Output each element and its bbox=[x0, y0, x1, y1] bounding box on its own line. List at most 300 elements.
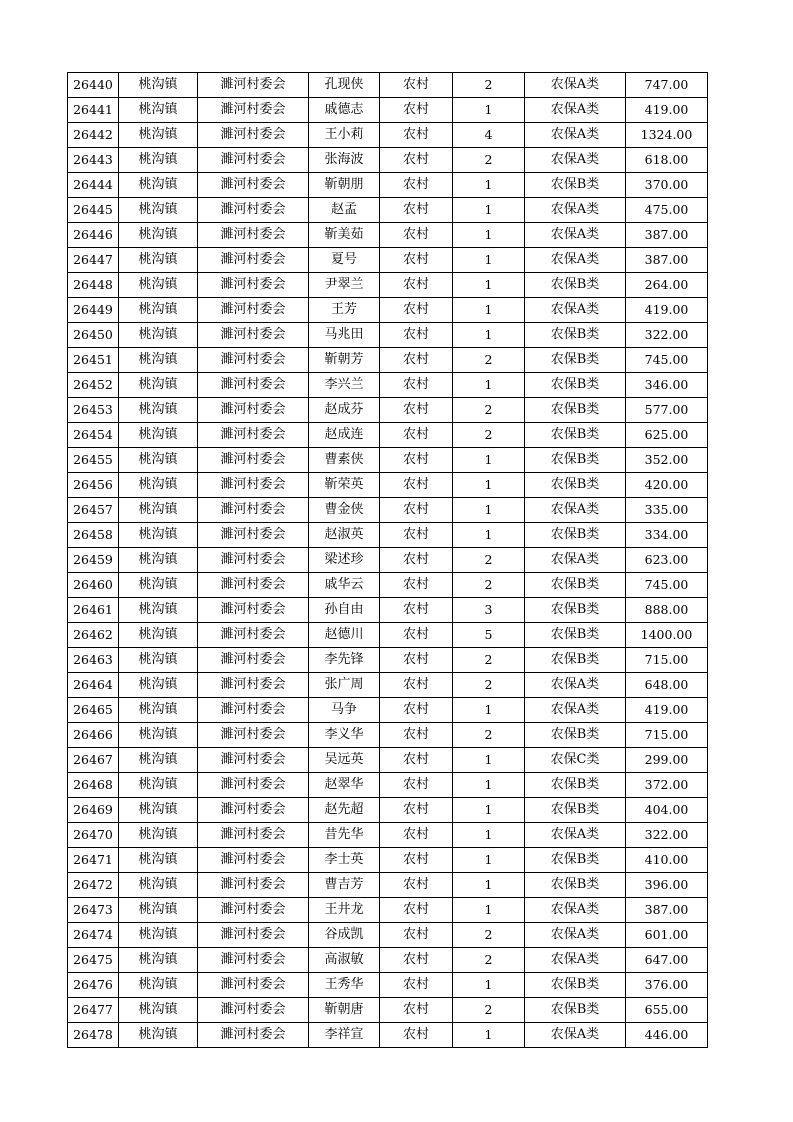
record-id-cell: 26450 bbox=[68, 323, 119, 348]
record-id-cell: 26449 bbox=[68, 298, 119, 323]
table-row bbox=[68, 498, 708, 523]
record-id-cell: 26460 bbox=[68, 573, 119, 598]
area-type-cell: 农村 bbox=[380, 898, 453, 923]
table-row bbox=[68, 473, 708, 498]
area-type-cell: 农村 bbox=[380, 623, 453, 648]
town-cell: 桃沟镇 bbox=[119, 698, 198, 723]
town-cell: 桃沟镇 bbox=[119, 548, 198, 573]
town-cell: 桃沟镇 bbox=[119, 298, 198, 323]
village-committee-cell: 濉河村委会 bbox=[198, 523, 309, 548]
household-size-cell: 1 bbox=[453, 98, 525, 123]
household-size-cell: 1 bbox=[453, 698, 525, 723]
record-id-cell: 26441 bbox=[68, 98, 119, 123]
town-cell: 桃沟镇 bbox=[119, 948, 198, 973]
name-cell: 梁述珍 bbox=[309, 548, 380, 573]
area-type-cell: 农村 bbox=[380, 698, 453, 723]
amount-cell: 715.00 bbox=[626, 648, 708, 673]
town-cell: 桃沟镇 bbox=[119, 73, 198, 98]
record-id-cell: 26468 bbox=[68, 773, 119, 798]
town-cell: 桃沟镇 bbox=[119, 223, 198, 248]
name-cell: 王井龙 bbox=[309, 898, 380, 923]
household-size-cell: 2 bbox=[453, 398, 525, 423]
table-row bbox=[68, 998, 708, 1023]
area-type-cell: 农村 bbox=[380, 73, 453, 98]
record-id-cell: 26443 bbox=[68, 148, 119, 173]
table-row bbox=[68, 898, 708, 923]
town-cell: 桃沟镇 bbox=[119, 423, 198, 448]
amount-cell: 387.00 bbox=[626, 248, 708, 273]
category-cell: 农保B类 bbox=[525, 573, 626, 598]
record-id-cell: 26461 bbox=[68, 598, 119, 623]
category-cell: 农保C类 bbox=[525, 748, 626, 773]
household-size-cell: 1 bbox=[453, 773, 525, 798]
table-row bbox=[68, 523, 708, 548]
area-type-cell: 农村 bbox=[380, 98, 453, 123]
name-cell: 赵翠华 bbox=[309, 773, 380, 798]
household-size-cell: 2 bbox=[453, 923, 525, 948]
household-size-cell: 1 bbox=[453, 823, 525, 848]
amount-cell: 1324.00 bbox=[626, 123, 708, 148]
record-id-cell: 26471 bbox=[68, 848, 119, 873]
name-cell: 张广周 bbox=[309, 673, 380, 698]
area-type-cell: 农村 bbox=[380, 498, 453, 523]
household-size-cell: 2 bbox=[453, 648, 525, 673]
area-type-cell: 农村 bbox=[380, 823, 453, 848]
table-row bbox=[68, 873, 708, 898]
amount-cell: 577.00 bbox=[626, 398, 708, 423]
category-cell: 农保B类 bbox=[525, 373, 626, 398]
village-committee-cell: 濉河村委会 bbox=[198, 723, 309, 748]
table-row bbox=[68, 698, 708, 723]
town-cell: 桃沟镇 bbox=[119, 873, 198, 898]
area-type-cell: 农村 bbox=[380, 123, 453, 148]
area-type-cell: 农村 bbox=[380, 748, 453, 773]
area-type-cell: 农村 bbox=[380, 548, 453, 573]
record-id-cell: 26473 bbox=[68, 898, 119, 923]
record-id-cell: 26478 bbox=[68, 1023, 119, 1048]
area-type-cell: 农村 bbox=[380, 298, 453, 323]
amount-cell: 625.00 bbox=[626, 423, 708, 448]
amount-cell: 346.00 bbox=[626, 373, 708, 398]
town-cell: 桃沟镇 bbox=[119, 348, 198, 373]
category-cell: 农保A类 bbox=[525, 223, 626, 248]
table-row bbox=[68, 398, 708, 423]
town-cell: 桃沟镇 bbox=[119, 723, 198, 748]
household-size-cell: 1 bbox=[453, 973, 525, 998]
table-row bbox=[68, 148, 708, 173]
village-committee-cell: 濉河村委会 bbox=[198, 198, 309, 223]
area-type-cell: 农村 bbox=[380, 1023, 453, 1048]
amount-cell: 419.00 bbox=[626, 298, 708, 323]
amount-cell: 372.00 bbox=[626, 773, 708, 798]
category-cell: 农保B类 bbox=[525, 523, 626, 548]
record-id-cell: 26448 bbox=[68, 273, 119, 298]
table-row bbox=[68, 673, 708, 698]
town-cell: 桃沟镇 bbox=[119, 998, 198, 1023]
record-id-cell: 26454 bbox=[68, 423, 119, 448]
name-cell: 王小莉 bbox=[309, 123, 380, 148]
category-cell: 农保B类 bbox=[525, 873, 626, 898]
household-size-cell: 2 bbox=[453, 948, 525, 973]
household-size-cell: 1 bbox=[453, 198, 525, 223]
area-type-cell: 农村 bbox=[380, 223, 453, 248]
village-committee-cell: 濉河村委会 bbox=[198, 473, 309, 498]
area-type-cell: 农村 bbox=[380, 873, 453, 898]
category-cell: 农保B类 bbox=[525, 598, 626, 623]
name-cell: 谷成凯 bbox=[309, 923, 380, 948]
town-cell: 桃沟镇 bbox=[119, 498, 198, 523]
record-id-cell: 26456 bbox=[68, 473, 119, 498]
area-type-cell: 农村 bbox=[380, 373, 453, 398]
household-size-cell: 3 bbox=[453, 598, 525, 623]
amount-cell: 601.00 bbox=[626, 923, 708, 948]
category-cell: 农保B类 bbox=[525, 623, 626, 648]
category-cell: 农保A类 bbox=[525, 123, 626, 148]
category-cell: 农保A类 bbox=[525, 673, 626, 698]
record-id-cell: 26452 bbox=[68, 373, 119, 398]
table-row bbox=[68, 73, 708, 98]
area-type-cell: 农村 bbox=[380, 998, 453, 1023]
area-type-cell: 农村 bbox=[380, 423, 453, 448]
village-committee-cell: 濉河村委会 bbox=[198, 673, 309, 698]
town-cell: 桃沟镇 bbox=[119, 198, 198, 223]
name-cell: 王芳 bbox=[309, 298, 380, 323]
amount-cell: 352.00 bbox=[626, 448, 708, 473]
household-size-cell: 1 bbox=[453, 248, 525, 273]
village-committee-cell: 濉河村委会 bbox=[198, 573, 309, 598]
category-cell: 农保B类 bbox=[525, 473, 626, 498]
category-cell: 农保A类 bbox=[525, 298, 626, 323]
record-id-cell: 26453 bbox=[68, 398, 119, 423]
name-cell: 王秀华 bbox=[309, 973, 380, 998]
category-cell: 农保B类 bbox=[525, 798, 626, 823]
amount-cell: 334.00 bbox=[626, 523, 708, 548]
amount-cell: 745.00 bbox=[626, 573, 708, 598]
town-cell: 桃沟镇 bbox=[119, 823, 198, 848]
category-cell: 农保B类 bbox=[525, 448, 626, 473]
table-row bbox=[68, 923, 708, 948]
amount-cell: 410.00 bbox=[626, 848, 708, 873]
amount-cell: 420.00 bbox=[626, 473, 708, 498]
record-id-cell: 26475 bbox=[68, 948, 119, 973]
village-committee-cell: 濉河村委会 bbox=[198, 498, 309, 523]
record-id-cell: 26455 bbox=[68, 448, 119, 473]
town-cell: 桃沟镇 bbox=[119, 398, 198, 423]
name-cell: 赵先超 bbox=[309, 798, 380, 823]
amount-cell: 376.00 bbox=[626, 973, 708, 998]
table-row bbox=[68, 973, 708, 998]
roster-table bbox=[67, 72, 708, 1048]
area-type-cell: 农村 bbox=[380, 248, 453, 273]
record-id-cell: 26472 bbox=[68, 873, 119, 898]
table-row bbox=[68, 348, 708, 373]
category-cell: 农保B类 bbox=[525, 173, 626, 198]
amount-cell: 396.00 bbox=[626, 873, 708, 898]
village-committee-cell: 濉河村委会 bbox=[198, 898, 309, 923]
town-cell: 桃沟镇 bbox=[119, 648, 198, 673]
town-cell: 桃沟镇 bbox=[119, 798, 198, 823]
village-committee-cell: 濉河村委会 bbox=[198, 873, 309, 898]
village-committee-cell: 濉河村委会 bbox=[198, 248, 309, 273]
category-cell: 农保A类 bbox=[525, 923, 626, 948]
record-id-cell: 26451 bbox=[68, 348, 119, 373]
household-size-cell: 2 bbox=[453, 573, 525, 598]
village-committee-cell: 濉河村委会 bbox=[198, 298, 309, 323]
category-cell: 农保A类 bbox=[525, 198, 626, 223]
household-size-cell: 1 bbox=[453, 448, 525, 473]
name-cell: 靳朝芳 bbox=[309, 348, 380, 373]
household-size-cell: 1 bbox=[453, 523, 525, 548]
name-cell: 夏号 bbox=[309, 248, 380, 273]
category-cell: 农保A类 bbox=[525, 73, 626, 98]
village-committee-cell: 濉河村委会 bbox=[198, 648, 309, 673]
table-row bbox=[68, 373, 708, 398]
household-size-cell: 1 bbox=[453, 848, 525, 873]
name-cell: 李祥宣 bbox=[309, 1023, 380, 1048]
category-cell: 农保A类 bbox=[525, 1023, 626, 1048]
amount-cell: 618.00 bbox=[626, 148, 708, 173]
name-cell: 赵成连 bbox=[309, 423, 380, 448]
name-cell: 吴远英 bbox=[309, 748, 380, 773]
town-cell: 桃沟镇 bbox=[119, 898, 198, 923]
town-cell: 桃沟镇 bbox=[119, 248, 198, 273]
table-row bbox=[68, 748, 708, 773]
town-cell: 桃沟镇 bbox=[119, 923, 198, 948]
table-row bbox=[68, 598, 708, 623]
name-cell: 赵淑英 bbox=[309, 523, 380, 548]
table-row bbox=[68, 173, 708, 198]
village-committee-cell: 濉河村委会 bbox=[198, 973, 309, 998]
village-committee-cell: 濉河村委会 bbox=[198, 948, 309, 973]
village-committee-cell: 濉河村委会 bbox=[198, 323, 309, 348]
town-cell: 桃沟镇 bbox=[119, 598, 198, 623]
amount-cell: 747.00 bbox=[626, 73, 708, 98]
amount-cell: 715.00 bbox=[626, 723, 708, 748]
area-type-cell: 农村 bbox=[380, 448, 453, 473]
town-cell: 桃沟镇 bbox=[119, 573, 198, 598]
village-committee-cell: 濉河村委会 bbox=[198, 123, 309, 148]
household-size-cell: 1 bbox=[453, 898, 525, 923]
area-type-cell: 农村 bbox=[380, 673, 453, 698]
category-cell: 农保B类 bbox=[525, 998, 626, 1023]
record-id-cell: 26458 bbox=[68, 523, 119, 548]
name-cell: 靳美茹 bbox=[309, 223, 380, 248]
category-cell: 农保B类 bbox=[525, 723, 626, 748]
category-cell: 农保B类 bbox=[525, 848, 626, 873]
town-cell: 桃沟镇 bbox=[119, 173, 198, 198]
town-cell: 桃沟镇 bbox=[119, 98, 198, 123]
area-type-cell: 农村 bbox=[380, 348, 453, 373]
household-size-cell: 1 bbox=[453, 473, 525, 498]
town-cell: 桃沟镇 bbox=[119, 1023, 198, 1048]
amount-cell: 322.00 bbox=[626, 823, 708, 848]
record-id-cell: 26469 bbox=[68, 798, 119, 823]
category-cell: 农保A类 bbox=[525, 823, 626, 848]
amount-cell: 1400.00 bbox=[626, 623, 708, 648]
household-size-cell: 5 bbox=[453, 623, 525, 648]
table-row bbox=[68, 823, 708, 848]
amount-cell: 655.00 bbox=[626, 998, 708, 1023]
record-id-cell: 26464 bbox=[68, 673, 119, 698]
household-size-cell: 2 bbox=[453, 148, 525, 173]
record-id-cell: 26459 bbox=[68, 548, 119, 573]
village-committee-cell: 濉河村委会 bbox=[198, 623, 309, 648]
amount-cell: 419.00 bbox=[626, 98, 708, 123]
amount-cell: 446.00 bbox=[626, 1023, 708, 1048]
village-committee-cell: 濉河村委会 bbox=[198, 148, 309, 173]
category-cell: 农保A类 bbox=[525, 948, 626, 973]
area-type-cell: 农村 bbox=[380, 598, 453, 623]
area-type-cell: 农村 bbox=[380, 798, 453, 823]
name-cell: 李先锋 bbox=[309, 648, 380, 673]
name-cell: 李义华 bbox=[309, 723, 380, 748]
village-committee-cell: 濉河村委会 bbox=[198, 223, 309, 248]
amount-cell: 888.00 bbox=[626, 598, 708, 623]
table-row bbox=[68, 1023, 708, 1048]
category-cell: 农保B类 bbox=[525, 973, 626, 998]
town-cell: 桃沟镇 bbox=[119, 673, 198, 698]
town-cell: 桃沟镇 bbox=[119, 773, 198, 798]
village-committee-cell: 濉河村委会 bbox=[198, 823, 309, 848]
village-committee-cell: 濉河村委会 bbox=[198, 748, 309, 773]
village-committee-cell: 濉河村委会 bbox=[198, 798, 309, 823]
town-cell: 桃沟镇 bbox=[119, 973, 198, 998]
table-row bbox=[68, 423, 708, 448]
name-cell: 孔现侠 bbox=[309, 73, 380, 98]
village-committee-cell: 濉河村委会 bbox=[198, 548, 309, 573]
amount-cell: 623.00 bbox=[626, 548, 708, 573]
category-cell: 农保A类 bbox=[525, 498, 626, 523]
town-cell: 桃沟镇 bbox=[119, 373, 198, 398]
town-cell: 桃沟镇 bbox=[119, 848, 198, 873]
village-committee-cell: 濉河村委会 bbox=[198, 398, 309, 423]
table-row bbox=[68, 248, 708, 273]
record-id-cell: 26446 bbox=[68, 223, 119, 248]
category-cell: 农保B类 bbox=[525, 648, 626, 673]
table-row bbox=[68, 298, 708, 323]
amount-cell: 387.00 bbox=[626, 223, 708, 248]
name-cell: 曹金侠 bbox=[309, 498, 380, 523]
village-committee-cell: 濉河村委会 bbox=[198, 773, 309, 798]
table-row bbox=[68, 848, 708, 873]
name-cell: 张海波 bbox=[309, 148, 380, 173]
area-type-cell: 农村 bbox=[380, 973, 453, 998]
category-cell: 农保B类 bbox=[525, 423, 626, 448]
record-id-cell: 26474 bbox=[68, 923, 119, 948]
category-cell: 农保A类 bbox=[525, 248, 626, 273]
record-id-cell: 26476 bbox=[68, 973, 119, 998]
household-size-cell: 2 bbox=[453, 548, 525, 573]
amount-cell: 647.00 bbox=[626, 948, 708, 973]
category-cell: 农保B类 bbox=[525, 323, 626, 348]
area-type-cell: 农村 bbox=[380, 723, 453, 748]
area-type-cell: 农村 bbox=[380, 523, 453, 548]
table-row bbox=[68, 723, 708, 748]
household-size-cell: 1 bbox=[453, 498, 525, 523]
category-cell: 农保A类 bbox=[525, 698, 626, 723]
amount-cell: 387.00 bbox=[626, 898, 708, 923]
record-id-cell: 26477 bbox=[68, 998, 119, 1023]
table-row bbox=[68, 773, 708, 798]
household-size-cell: 1 bbox=[453, 223, 525, 248]
village-committee-cell: 濉河村委会 bbox=[198, 923, 309, 948]
record-id-cell: 26465 bbox=[68, 698, 119, 723]
village-committee-cell: 濉河村委会 bbox=[198, 373, 309, 398]
name-cell: 戚德志 bbox=[309, 98, 380, 123]
household-size-cell: 2 bbox=[453, 998, 525, 1023]
town-cell: 桃沟镇 bbox=[119, 523, 198, 548]
area-type-cell: 农村 bbox=[380, 473, 453, 498]
household-size-cell: 1 bbox=[453, 173, 525, 198]
amount-cell: 322.00 bbox=[626, 323, 708, 348]
household-size-cell: 1 bbox=[453, 873, 525, 898]
table-row bbox=[68, 573, 708, 598]
amount-cell: 475.00 bbox=[626, 198, 708, 223]
record-id-cell: 26470 bbox=[68, 823, 119, 848]
amount-cell: 335.00 bbox=[626, 498, 708, 523]
area-type-cell: 农村 bbox=[380, 948, 453, 973]
name-cell: 昔先华 bbox=[309, 823, 380, 848]
category-cell: 农保A类 bbox=[525, 898, 626, 923]
name-cell: 孙自由 bbox=[309, 598, 380, 623]
name-cell: 李兴兰 bbox=[309, 373, 380, 398]
household-size-cell: 1 bbox=[453, 1023, 525, 1048]
amount-cell: 404.00 bbox=[626, 798, 708, 823]
name-cell: 靳朝唐 bbox=[309, 998, 380, 1023]
household-size-cell: 2 bbox=[453, 348, 525, 373]
area-type-cell: 农村 bbox=[380, 773, 453, 798]
village-committee-cell: 濉河村委会 bbox=[198, 1023, 309, 1048]
table-row bbox=[68, 448, 708, 473]
table-row bbox=[68, 273, 708, 298]
table-row bbox=[68, 548, 708, 573]
name-cell: 曹素侠 bbox=[309, 448, 380, 473]
record-id-cell: 26466 bbox=[68, 723, 119, 748]
name-cell: 靳荣英 bbox=[309, 473, 380, 498]
area-type-cell: 农村 bbox=[380, 173, 453, 198]
table-row bbox=[68, 198, 708, 223]
table-row bbox=[68, 798, 708, 823]
record-id-cell: 26442 bbox=[68, 123, 119, 148]
table-row bbox=[68, 323, 708, 348]
category-cell: 农保A类 bbox=[525, 548, 626, 573]
town-cell: 桃沟镇 bbox=[119, 623, 198, 648]
town-cell: 桃沟镇 bbox=[119, 473, 198, 498]
record-id-cell: 26462 bbox=[68, 623, 119, 648]
category-cell: 农保A类 bbox=[525, 98, 626, 123]
village-committee-cell: 濉河村委会 bbox=[198, 273, 309, 298]
village-committee-cell: 濉河村委会 bbox=[198, 423, 309, 448]
town-cell: 桃沟镇 bbox=[119, 148, 198, 173]
name-cell: 高淑敏 bbox=[309, 948, 380, 973]
town-cell: 桃沟镇 bbox=[119, 123, 198, 148]
name-cell: 李士英 bbox=[309, 848, 380, 873]
category-cell: 农保B类 bbox=[525, 348, 626, 373]
town-cell: 桃沟镇 bbox=[119, 748, 198, 773]
amount-cell: 370.00 bbox=[626, 173, 708, 198]
record-id-cell: 26440 bbox=[68, 73, 119, 98]
town-cell: 桃沟镇 bbox=[119, 323, 198, 348]
name-cell: 赵孟 bbox=[309, 198, 380, 223]
name-cell: 尹翠兰 bbox=[309, 273, 380, 298]
category-cell: 农保A类 bbox=[525, 148, 626, 173]
record-id-cell: 26444 bbox=[68, 173, 119, 198]
area-type-cell: 农村 bbox=[380, 648, 453, 673]
table-row bbox=[68, 98, 708, 123]
area-type-cell: 农村 bbox=[380, 923, 453, 948]
town-cell: 桃沟镇 bbox=[119, 448, 198, 473]
area-type-cell: 农村 bbox=[380, 573, 453, 598]
